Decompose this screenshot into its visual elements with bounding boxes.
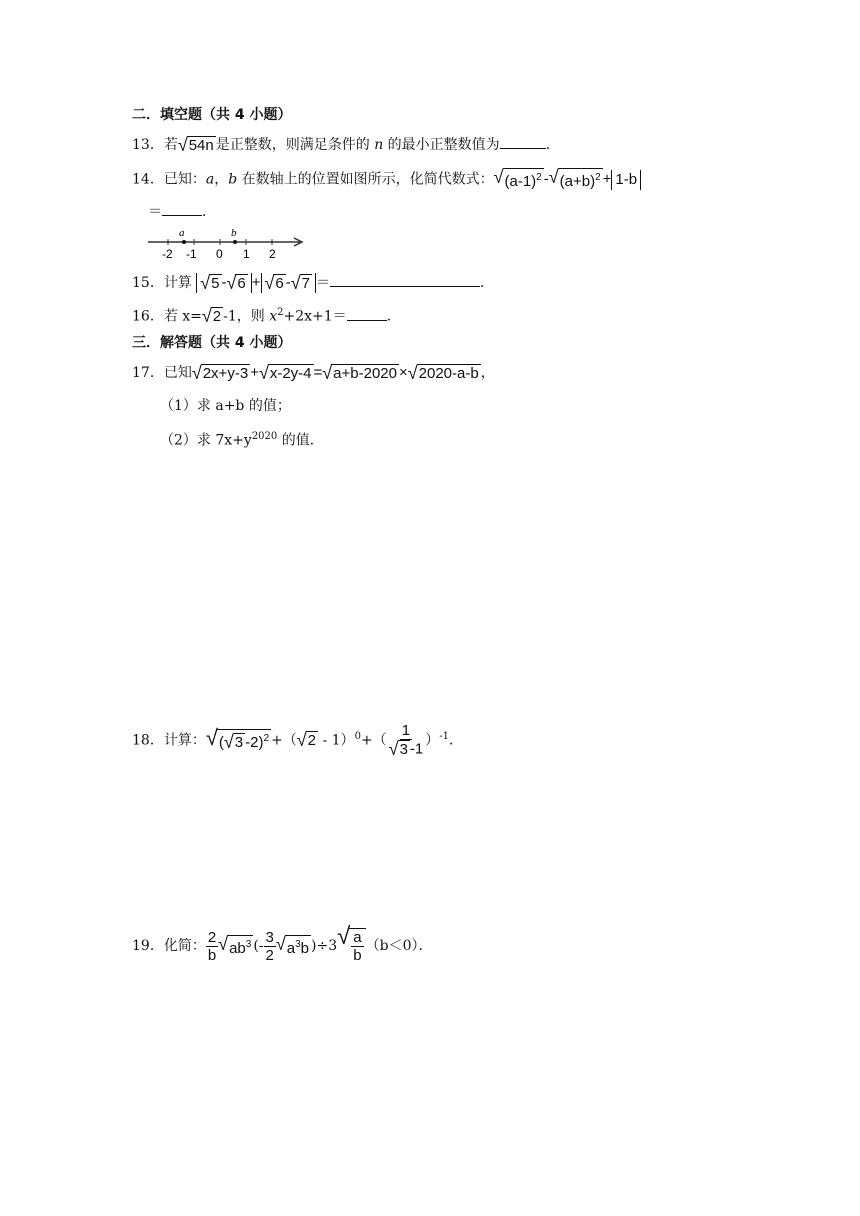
label-b: b xyxy=(231,227,237,239)
q19-f3-den: b xyxy=(353,947,362,964)
q13-pre: 若 xyxy=(163,137,178,153)
q17-plus: + xyxy=(250,364,259,381)
tick-label-minus-2: -2 xyxy=(162,247,173,261)
q14-text1: 已知： xyxy=(163,171,206,188)
q18-rest2: - 1） xyxy=(318,732,355,749)
q18-exp3: -1 xyxy=(439,730,449,742)
q17-part2-pre: （2）求 7x+y xyxy=(160,432,252,449)
q19-f2-den: 2 xyxy=(265,946,274,964)
q15-number: 15． xyxy=(132,275,164,291)
q18-fraction: 1 √ 3 -1 xyxy=(388,722,424,759)
q19-div: ÷3 xyxy=(316,938,338,954)
q17-part2-exp: 2020 xyxy=(251,431,278,442)
question-19 xyxy=(132,923,433,964)
q16-exp: 2 xyxy=(277,307,284,318)
q14-end: ． xyxy=(202,204,216,220)
q19-text: 化简： xyxy=(163,938,206,954)
q18-frac-den-rad: 3 xyxy=(399,741,408,758)
q14-sqrt-1: √ $(a-1)^2$ xyxy=(493,167,542,190)
q13-var-n: n xyxy=(374,137,384,153)
q19-f2-num: 3 xyxy=(265,928,274,946)
q16-number: 16． xyxy=(132,308,164,325)
q14-rad1: (a-1) xyxy=(504,173,537,190)
q14-number-line xyxy=(148,226,308,262)
q16-expr2: +2x+1＝ xyxy=(283,308,347,325)
q15-plus: + xyxy=(251,274,261,291)
q19-sqrt-3: √ $\frac{a}{b}$ xyxy=(337,928,366,964)
q18-text: 计算： xyxy=(163,732,206,749)
q13-number: 13． xyxy=(132,137,164,153)
q14-var-b: b xyxy=(228,171,238,188)
q15-minus1: - xyxy=(221,274,227,291)
q18-sqrt-2: √ 2 xyxy=(296,730,317,750)
question-13 xyxy=(132,134,560,155)
q19-r1: ab xyxy=(229,939,246,957)
q17-number: 17． xyxy=(132,365,164,381)
q14-exp2: 2 xyxy=(595,172,601,183)
q16-end: ． xyxy=(386,308,401,325)
q13-end: ． xyxy=(545,137,560,153)
q14-answer-blank[interactable] xyxy=(162,201,202,216)
q14-var-a: a xyxy=(205,171,215,188)
q19-condition: （b＜0）． xyxy=(365,938,433,954)
q19-r2-exp: 3 xyxy=(295,938,301,950)
q19-frac-1 xyxy=(206,929,218,964)
q17-r1: 2x+y-3 xyxy=(202,364,249,382)
q14-rad2: (a+b) xyxy=(559,173,596,190)
q17-eq: = xyxy=(313,364,323,381)
q14-comma: ， xyxy=(214,171,229,188)
question-17 xyxy=(132,363,495,383)
q15-r1: 5 xyxy=(211,274,220,292)
tick-label-minus-1: -1 xyxy=(186,247,197,261)
q18-frac-num: 1 xyxy=(401,722,411,739)
label-a: a xyxy=(179,227,185,239)
q18-outer-sqrt: √ ( √ 3 -2)$^2$ xyxy=(205,724,270,753)
q19-f3-num: a xyxy=(353,929,362,946)
q17-sqrt-2: √ x-2y-4 xyxy=(258,362,312,383)
q14-sqrt-2: √ $(a+b)^2$ xyxy=(548,167,601,190)
q18-inner-rad: 3 xyxy=(234,734,244,752)
q16-rad: 2 xyxy=(212,308,222,326)
q17-part-1: （1）求 a+b 的值； xyxy=(160,398,291,414)
section-2-title: 二．填空题（共 4 小题） xyxy=(132,107,292,123)
q19-sqrt-1: √ $ab^3$ xyxy=(218,933,252,957)
q15-answer-blank[interactable] xyxy=(330,272,480,287)
q19-r1-exp: 3 xyxy=(245,938,252,950)
q19-open: (- xyxy=(253,938,264,954)
q19-close: ) xyxy=(311,938,317,954)
q19-frac-2 xyxy=(264,929,276,964)
q18-number: 18． xyxy=(132,732,164,749)
q15-eq: ＝ xyxy=(315,275,330,291)
q13-sqrt: √ 54n xyxy=(177,134,214,155)
q18-exp2: 0 xyxy=(354,730,361,742)
q18-plus2: +（ xyxy=(360,732,387,749)
q14-eq: ＝ xyxy=(148,204,162,220)
q19-number: 19． xyxy=(132,938,164,954)
q14-answer-line xyxy=(148,201,216,222)
q15-text: 计算 xyxy=(163,275,197,291)
q16-sqrt: √ 2 xyxy=(201,306,222,327)
q17-r4: 2020-a-b xyxy=(418,364,479,382)
q16-text2: -1，则 xyxy=(223,308,270,325)
q19-r2: a xyxy=(286,939,296,957)
q19-f1-den: b xyxy=(207,946,217,964)
tick-label-0: 0 xyxy=(216,247,223,261)
question-16 xyxy=(132,303,401,327)
point-a xyxy=(182,240,186,244)
q18-open: ( xyxy=(218,733,224,751)
q14-number: 14． xyxy=(132,171,164,188)
q14-exp1: 2 xyxy=(536,172,542,183)
q19-sqrt-2: √ $a^3b$ xyxy=(275,933,309,957)
q15-r3: 6 xyxy=(275,274,284,292)
q16-expr: x xyxy=(269,308,278,325)
q17-part-2 xyxy=(160,427,324,451)
q15-r4: 7 xyxy=(301,274,310,292)
q17-sqrt-1: √ 2x+y-3 xyxy=(191,362,249,383)
q14-minus: - xyxy=(543,170,549,188)
q17-text: 已知 xyxy=(163,365,192,381)
q17-times: × xyxy=(398,364,408,381)
q18-plus1: +（ xyxy=(271,732,297,749)
q17-r2: x-2y-4 xyxy=(269,364,312,382)
tick-label-1: 1 xyxy=(243,247,250,261)
q14-abs: 1-b xyxy=(611,170,641,190)
q17-part2-post: 的值． xyxy=(277,432,324,449)
q13-radicand: 54n xyxy=(188,136,214,154)
q17-sqrt-4: √ 2020-a-b xyxy=(407,362,479,383)
q13-answer-blank[interactable] xyxy=(500,134,546,149)
q17-r3: a+b-2020 xyxy=(333,364,397,382)
q15-r2: 6 xyxy=(237,274,246,292)
q13-text1: 是正整数，则满足条件的 xyxy=(215,137,375,153)
q18-exp: 2 xyxy=(263,732,270,744)
tick-label-2: 2 xyxy=(269,247,276,261)
q15-abs-2: √ 6 - √ 7 xyxy=(261,273,316,293)
q16-text1: 若 x= xyxy=(163,308,202,325)
q19-f1-num: 2 xyxy=(207,928,217,946)
question-15 xyxy=(132,272,494,293)
q15-minus2: - xyxy=(285,274,291,291)
q14-plus: + xyxy=(602,170,612,188)
q18-rad2: 2 xyxy=(307,732,317,749)
q18-frac-den-rest: -1 xyxy=(409,740,424,758)
q15-end: ． xyxy=(479,275,494,291)
q14-text2: 在数轴上的位置如图所示，化简代数式： xyxy=(237,171,494,188)
q13-text2: 的最小正整数值为 xyxy=(383,137,500,153)
question-18 xyxy=(132,722,463,759)
section-3-title: 三．解答题（共 4 小题） xyxy=(132,335,292,351)
q17-end: ， xyxy=(480,365,495,381)
q18-end: ． xyxy=(449,732,463,749)
q18-close: ） xyxy=(425,732,440,749)
point-b xyxy=(233,240,237,244)
q17-sqrt-3: √ a+b-2020 xyxy=(322,362,397,383)
q18-inner-rest: -2) xyxy=(245,733,264,751)
q15-abs-1: √ 5 - √ 6 xyxy=(196,273,251,293)
question-14 xyxy=(132,168,641,191)
q16-answer-blank[interactable] xyxy=(347,306,387,321)
q19-r2-tail: b xyxy=(300,939,309,957)
